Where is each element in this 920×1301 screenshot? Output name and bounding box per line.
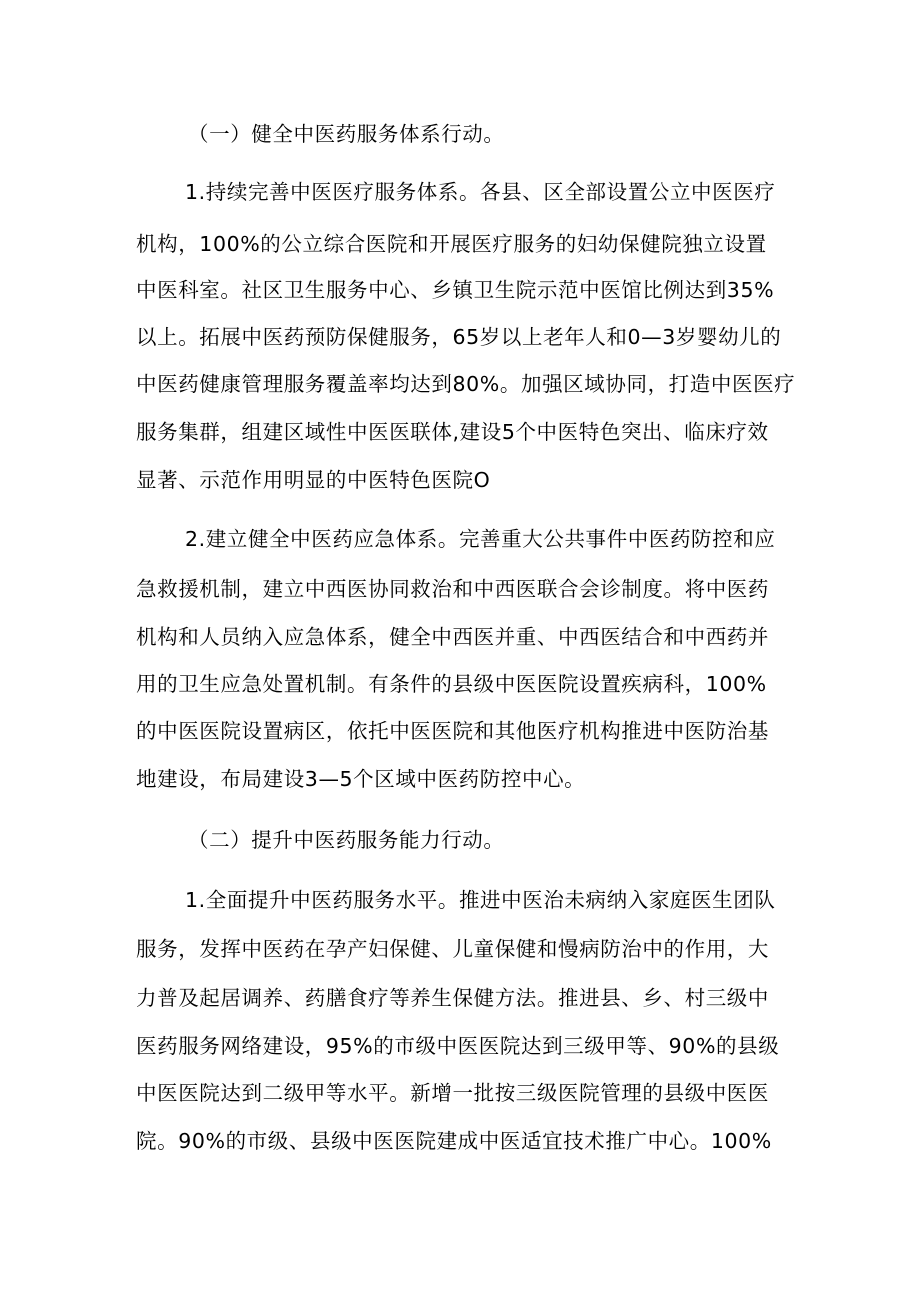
paragraph-line: 2.建立健全中医药应急体系。完善重大公共事件中医药防控和应 [185, 527, 776, 551]
paragraph-line: 1.持续完善中医医疗服务体系。各县、区全部设置公立中医医疗 [185, 180, 776, 204]
paragraph-line: 以上。拓展中医药预防保健服务，65岁以上老年人和0—3岁婴幼儿的 [136, 325, 782, 349]
paragraph-line: 的中医医院设置病区，依托中医医院和其他医疗机构推进中医防治基 [136, 719, 769, 743]
section-heading-2: （二）提升中医药服务能力行动。 [188, 828, 505, 852]
paragraph-line: 院。90%的市级、县级中医医院建成中医适宜技术推广中心。100% [136, 1129, 772, 1153]
paragraph-line: 机构，100%的公立综合医院和开展医疗服务的妇幼保健院独立设置 [136, 232, 767, 256]
paragraph-line: 力普及起居调养、药膳食疗等养生保健方法。推进县、乡、村三级中 [136, 986, 769, 1010]
paragraph-line: 用的卫生应急处置机制。有条件的县级中医医院设置疾病科，100% [136, 672, 767, 696]
section-heading-1: （一）健全中医药服务体系行动。 [188, 122, 505, 146]
paragraph-line: 中医药健康管理服务覆盖率均达到80%。加强区域协同，打造中医医疗 [136, 372, 796, 396]
paragraph-line: 机构和人员纳入应急体系，健全中西医并重、中西医结合和中西药并 [136, 625, 769, 649]
paragraph-line: 服务集群，组建区域性中医医联体,建设5个中医特色突出、临床疗效 [136, 420, 769, 444]
paragraph-line: 服务，发挥中医药在孕产妇保健、儿童保健和慢病防治中的作用，大 [136, 937, 769, 961]
paragraph-line: 1.全面提升中医药服务水平。推进中医治未病纳入家庭医生团队 [185, 888, 776, 912]
paragraph-line: 显著、示范作用明显的中医特色医院O [136, 468, 491, 492]
paragraph-line: 急救援机制，建立中西医协同救治和中西医联合会诊制度。将中医药 [136, 577, 769, 601]
paragraph-line: 医药服务网络建设，95%的市级中医医院达到三级甲等、90%的县级 [136, 1034, 780, 1058]
paragraph-line: 地建设，布局建设3—5个区域中医药防控中心。 [136, 767, 586, 791]
paragraph-line: 中医科室。社区卫生服务中心、乡镇卫生院示范中医馆比例达到35% [136, 278, 775, 302]
paragraph-line: 中医医院达到二级甲等水平。新增一批按三级医院管理的县级中医医 [136, 1081, 769, 1105]
